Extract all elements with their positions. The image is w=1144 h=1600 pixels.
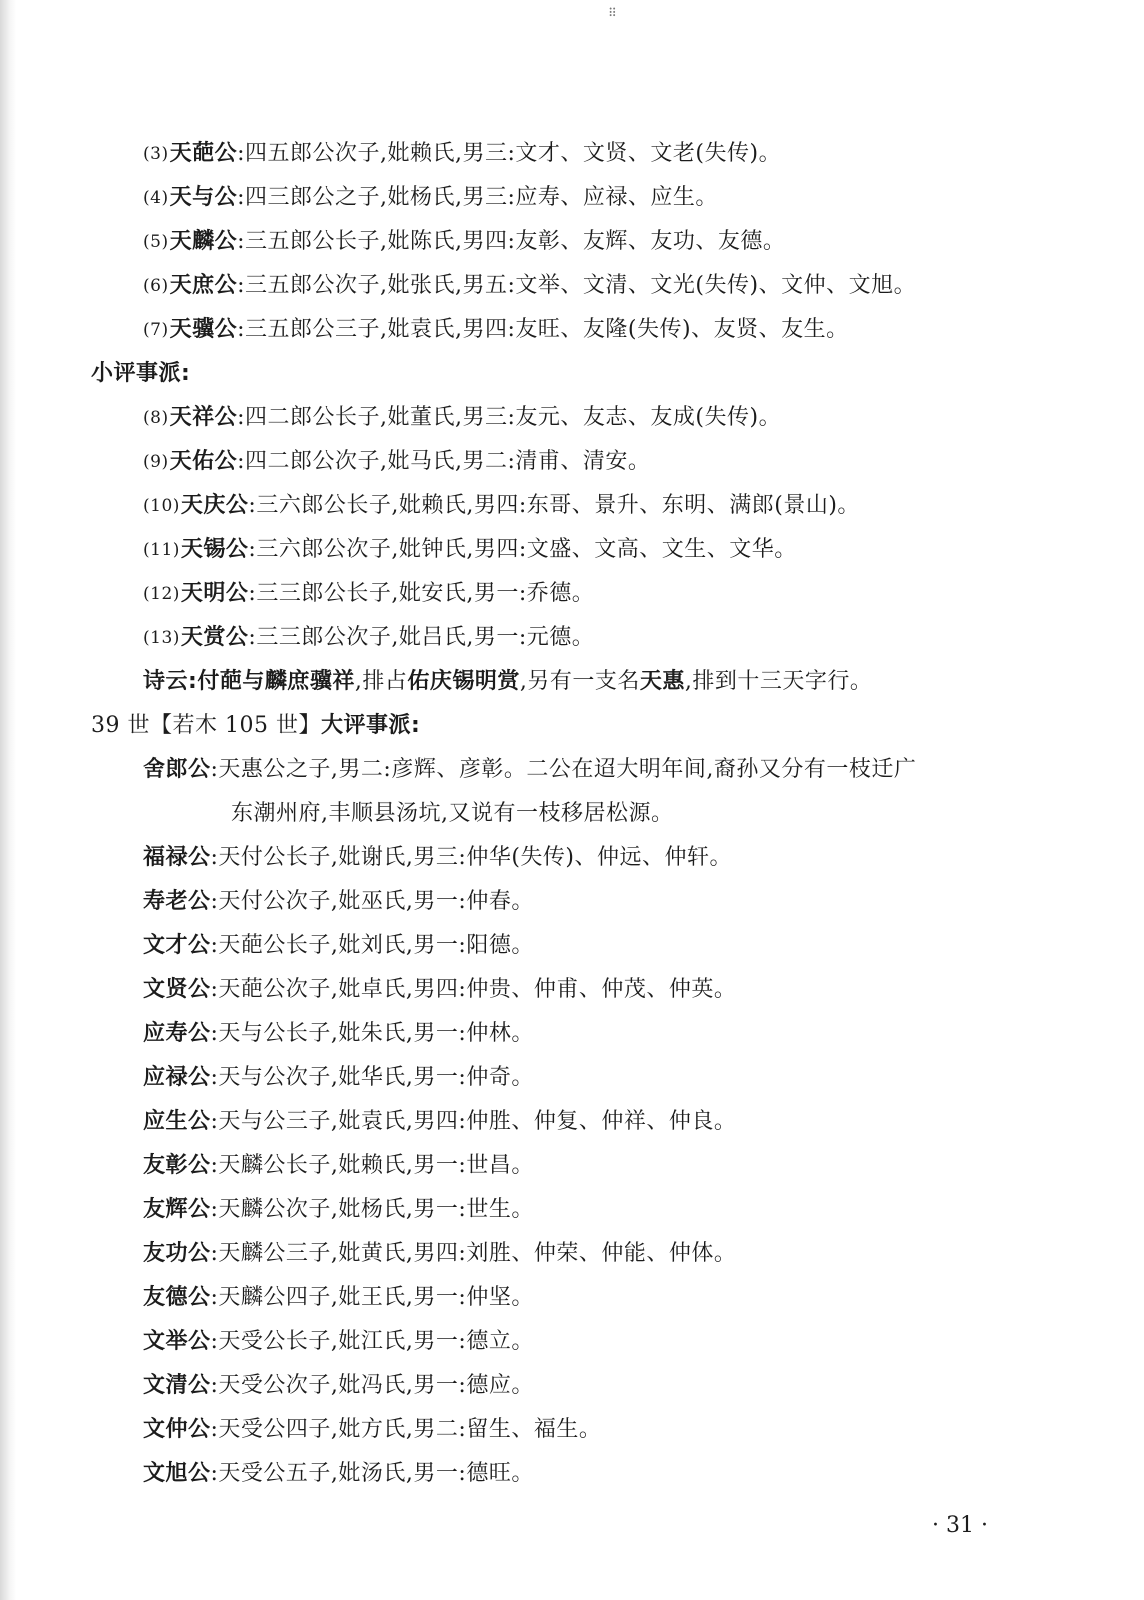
entry-line: (5)天麟公:三五郎公长子,妣陈氏,男四:友彰、友辉、友功、友德。 [143,229,786,254]
entry-line: (12)天明公:三三郎公长子,妣安氏,男一:乔德。 [143,581,595,606]
entry-line: (4)天与公:四三郎公之子,妣杨氏,男三:应寿、应禄、应生。 [143,185,718,210]
entry-line: (13)天赏公:三三郎公次子,妣吕氏,男一:元德。 [143,625,595,650]
poem-names: 佑庆锡明赏 [407,669,520,694]
entry-index: (4) [143,188,169,208]
person-name: 文清公 [143,1373,211,1398]
entry-line [143,1240,736,1268]
entry-text: :天葩公长子,妣刘氏,男一:阳德。 [210,933,534,958]
entry-line [143,888,534,916]
entry-text: :天付公次子,妣巫氏,男一:仲春。 [210,889,534,914]
person-name: 天庆公 [180,493,249,518]
person-name: 天麟公 [169,229,238,254]
entry-line [143,756,916,784]
entry-index: (11) [143,540,180,560]
person-name: 文仲公 [143,1417,211,1442]
entry-text: :天麟公长子,妣赖氏,男一:世昌。 [210,1153,534,1178]
entry-index: (9) [143,452,169,472]
entry-index: (12) [143,584,180,604]
entry-line [143,844,732,872]
entry-line [143,1064,534,1092]
entry-text: :天与公次子,妣华氏,男一:仲奇。 [210,1065,534,1090]
person-name: 天佑公 [169,449,238,474]
entry-text: :天受公四子,妣方氏,男二:留生、福生。 [210,1417,602,1442]
person-name: 文才公 [143,933,211,958]
person-name: 天赏公 [180,625,249,650]
entry-line [143,976,736,1004]
person-name: 天明公 [180,581,249,606]
entry-text: 三六郎公次子,妣钟氏,男四:文盛、文高、文生、文华。 [256,537,797,562]
entry-text: 三三郎公次子,妣吕氏,男一:元德。 [256,625,595,650]
entry-index: (5) [143,232,169,252]
entry-line [143,1328,534,1356]
entry-text: 三五郎公次子,妣张氏,男五:文举、文清、文光(失传)、文仲、文旭。 [245,273,917,298]
person-name: 应生公 [143,1109,211,1134]
generation-label: 39 世【若木 105 世】 [91,713,321,738]
entry-text: 三五郎公长子,妣陈氏,男四:友彰、友辉、友功、友德。 [245,229,786,254]
scan-edge-shadow [0,0,16,1600]
entry-text: :天受公长子,妣江氏,男一:德立。 [210,1329,534,1354]
entry-text: 四二郎公长子,妣董氏,男三:友元、友志、友成(失传)。 [245,405,782,430]
entry-line [143,1020,534,1048]
entry-text: :天麟公三子,妣黄氏,男四:刘胜、仲荣、仲能、仲体。 [210,1241,737,1266]
person-name: 文旭公 [143,1461,211,1486]
entry-text: :天与公三子,妣袁氏,男四:仲胜、仲复、仲祥、仲良。 [210,1109,737,1134]
section-heading-gen39 [91,712,420,740]
person-name: 福禄公 [143,845,211,870]
entry-line [143,1460,534,1488]
entry-text: 四二郎公次子,妣马氏,男二:清甫、清安。 [245,449,651,474]
entry-text: 四三郎公之子,妣杨氏,男三:应寿、应禄、应生。 [245,185,718,210]
entry-line: (11)天锡公:三六郎公次子,妣钟氏,男四:文盛、文高、文生、文华。 [143,537,797,562]
person-name: 天与公 [169,185,238,210]
poem-text: ,另有一支名 [519,669,640,694]
entry-line [143,1416,601,1444]
entry-text: :天受公次子,妣冯氏,男一:德应。 [210,1373,534,1398]
entry-index: (7) [143,320,169,340]
entry-text: 三三郎公长子,妣安氏,男一:乔德。 [256,581,595,606]
entry-line: (3)天葩公:四五郎公次子,妣赖氏,男三:文才、文贤、文老(失传)。 [143,141,782,166]
poem-names: 天惠 [639,669,685,694]
entry-text: 三六郎公长子,妣赖氏,男四:东哥、景升、东明、满郎(景山)。 [256,493,860,518]
page-number: · 31 · [932,1513,988,1538]
branch-title: 大评事派: [320,713,421,738]
person-name: 友德公 [143,1285,211,1310]
poem-line [143,668,872,696]
person-name: 天锡公 [180,537,249,562]
person-name: 文举公 [143,1329,211,1354]
poem-prefix: 诗云: [143,669,198,694]
top-mark: ⠿ [608,6,617,20]
section-heading-xiao: 小评事派: [91,361,191,386]
person-name: 友辉公 [143,1197,211,1222]
entry-text: :天葩公次子,妣卓氏,男四:仲贵、仲甫、仲茂、仲英。 [210,977,737,1002]
entry-line [143,1196,534,1224]
entry-index: (3) [143,144,169,164]
entry-text: 四五郎公次子,妣赖氏,男三:文才、文贤、文老(失传)。 [245,141,782,166]
entry-text: :天麟公四子,妣王氏,男一:仲坚。 [210,1285,534,1310]
entry-index: (10) [143,496,180,516]
entry-line [143,1152,534,1180]
entry-line: (8)天祥公:四二郎公长子,妣董氏,男三:友元、友志、友成(失传)。 [143,405,782,430]
person-name: 友功公 [143,1241,211,1266]
entry-text: :天与公长子,妣朱氏,男一:仲林。 [210,1021,534,1046]
entry-line: (6)天庶公:三五郎公次子,妣张氏,男五:文举、文清、文光(失传)、文仲、文旭。 [143,273,917,298]
person-name: 天骥公 [169,317,238,342]
entry-text: :天惠公之子,男二:彦辉、彦彰。二公在迢大明年间,裔孙又分有一枝迁广 [210,757,917,782]
entry-line: (9)天佑公:四二郎公次子,妣马氏,男二:清甫、清安。 [143,449,651,474]
person-name: 应寿公 [143,1021,211,1046]
person-name: 友彰公 [143,1153,211,1178]
entry-line: (7)天骥公:三五郎公三子,妣袁氏,男四:友旺、友隆(失传)、友贤、友生。 [143,317,849,342]
poem-names: 付葩与麟庶骥祥 [197,669,355,694]
poem-text: ,排到十三天字行。 [684,669,873,694]
entry-index: (6) [143,276,169,296]
entry-index: (13) [143,628,180,648]
person-name: 文贤公 [143,977,211,1002]
entry-line: (10)天庆公:三六郎公长子,妣赖氏,男四:东哥、景升、东明、满郎(景山)。 [143,493,860,518]
entry-line-continuation: 东潮州府,丰顺县汤坑,又说有一枝移居松源。 [231,801,674,826]
person-name: 寿老公 [143,889,211,914]
person-name: 天葩公 [169,141,238,166]
entry-line [143,1372,534,1400]
entry-text: :天麟公次子,妣杨氏,男一:世生。 [210,1197,534,1222]
person-name: 应禄公 [143,1065,211,1090]
entry-line [143,1284,534,1312]
person-name: 天祥公 [169,405,238,430]
entry-line [143,932,534,960]
entry-text: 三五郎公三子,妣袁氏,男四:友旺、友隆(失传)、友贤、友生。 [245,317,849,342]
person-name: 舍郎公 [143,757,211,782]
entry-text: :天付公长子,妣谢氏,男三:仲华(失传)、仲远、仲轩。 [210,845,732,870]
person-name: 天庶公 [169,273,238,298]
poem-text: ,排占 [354,669,408,694]
entry-line [143,1108,736,1136]
entry-text: :天受公五子,妣汤氏,男一:德旺。 [210,1461,534,1486]
entry-index: (8) [143,408,169,428]
